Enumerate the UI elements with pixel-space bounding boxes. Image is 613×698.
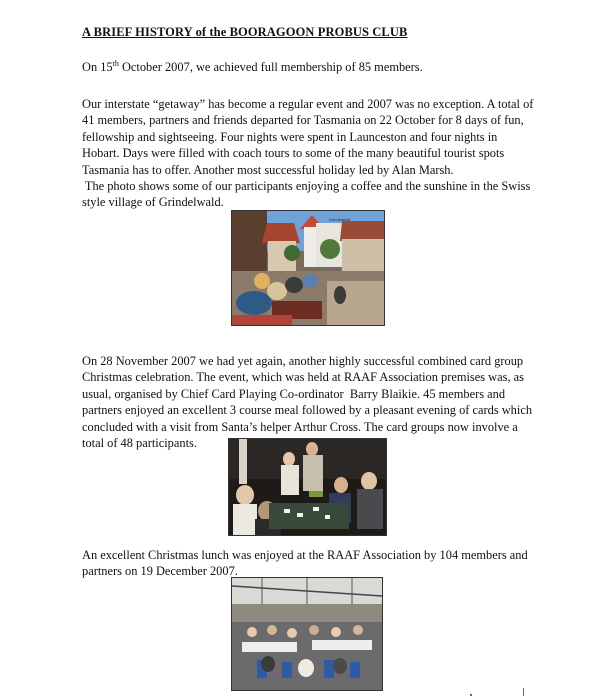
scan-speck — [470, 694, 472, 696]
card-party-photo — [229, 439, 386, 535]
photo-caption: Grindelwald — [329, 218, 350, 222]
paragraph-christmas-lunch — [82, 547, 540, 580]
text-line: partners enjoyed an excellent 3 course meal followed by a pleasant evening of cards which — [82, 403, 533, 418]
text-line: The photo shows some of our participants enjoying a coffee and the sunshine in the Swiss — [82, 179, 531, 194]
document-title: A BRIEF HISTORY of the BOORAGOON PROBUS CLUB — [82, 25, 408, 39]
grindelwald-photo — [232, 211, 384, 325]
text-line: 41 members, partners and friends departed for Tasmania on 22 October for 8 days of fun, — [82, 113, 524, 128]
text-line: Tasmania has to offer. Another most successful holiday led by Alan Marsh. — [82, 162, 454, 177]
text-line: On 28 November 2007 we had yet again, another highly successful combined card group — [82, 354, 524, 368]
text-line: Christmas celebration. The event, which was held at RAAF Association premises was, as — [82, 370, 524, 385]
text-line: fellowship and sightseeing. Four nights were spent in Launceston and four nights in — [82, 129, 498, 144]
scan-speck — [523, 688, 524, 696]
text-line: usual, organised by Chief Card Playing Co-ordinator Barry Blaikie. 45 members and — [82, 386, 506, 401]
text-line: Our interstate “getaway” has become a regular event and 2007 was no exception. A total of — [82, 97, 534, 111]
christmas-lunch-photo — [232, 578, 382, 690]
text-line: style village of Grindelwald. — [82, 195, 224, 210]
text-line: An excellent Christmas lunch was enjoyed at the RAAF Association by 104 members and — [82, 548, 528, 562]
text-line: Hobart. Days were filled with coach tours to some of the many beautiful tourist spots — [82, 146, 505, 161]
paragraph-card-group — [82, 353, 540, 451]
paragraph-membership — [82, 56, 540, 76]
text-line: concluded with a visit from Santa’s helper Arthur Cross. The card groups now involve a — [82, 419, 518, 434]
text-line: partners on 19 December 2007. — [82, 564, 238, 579]
membership-line: On 15th October 2007, we achieved full membership of 85 members. — [82, 59, 423, 75]
text-line: total of 48 participants. — [82, 436, 197, 451]
paragraph-getaway — [82, 96, 540, 211]
